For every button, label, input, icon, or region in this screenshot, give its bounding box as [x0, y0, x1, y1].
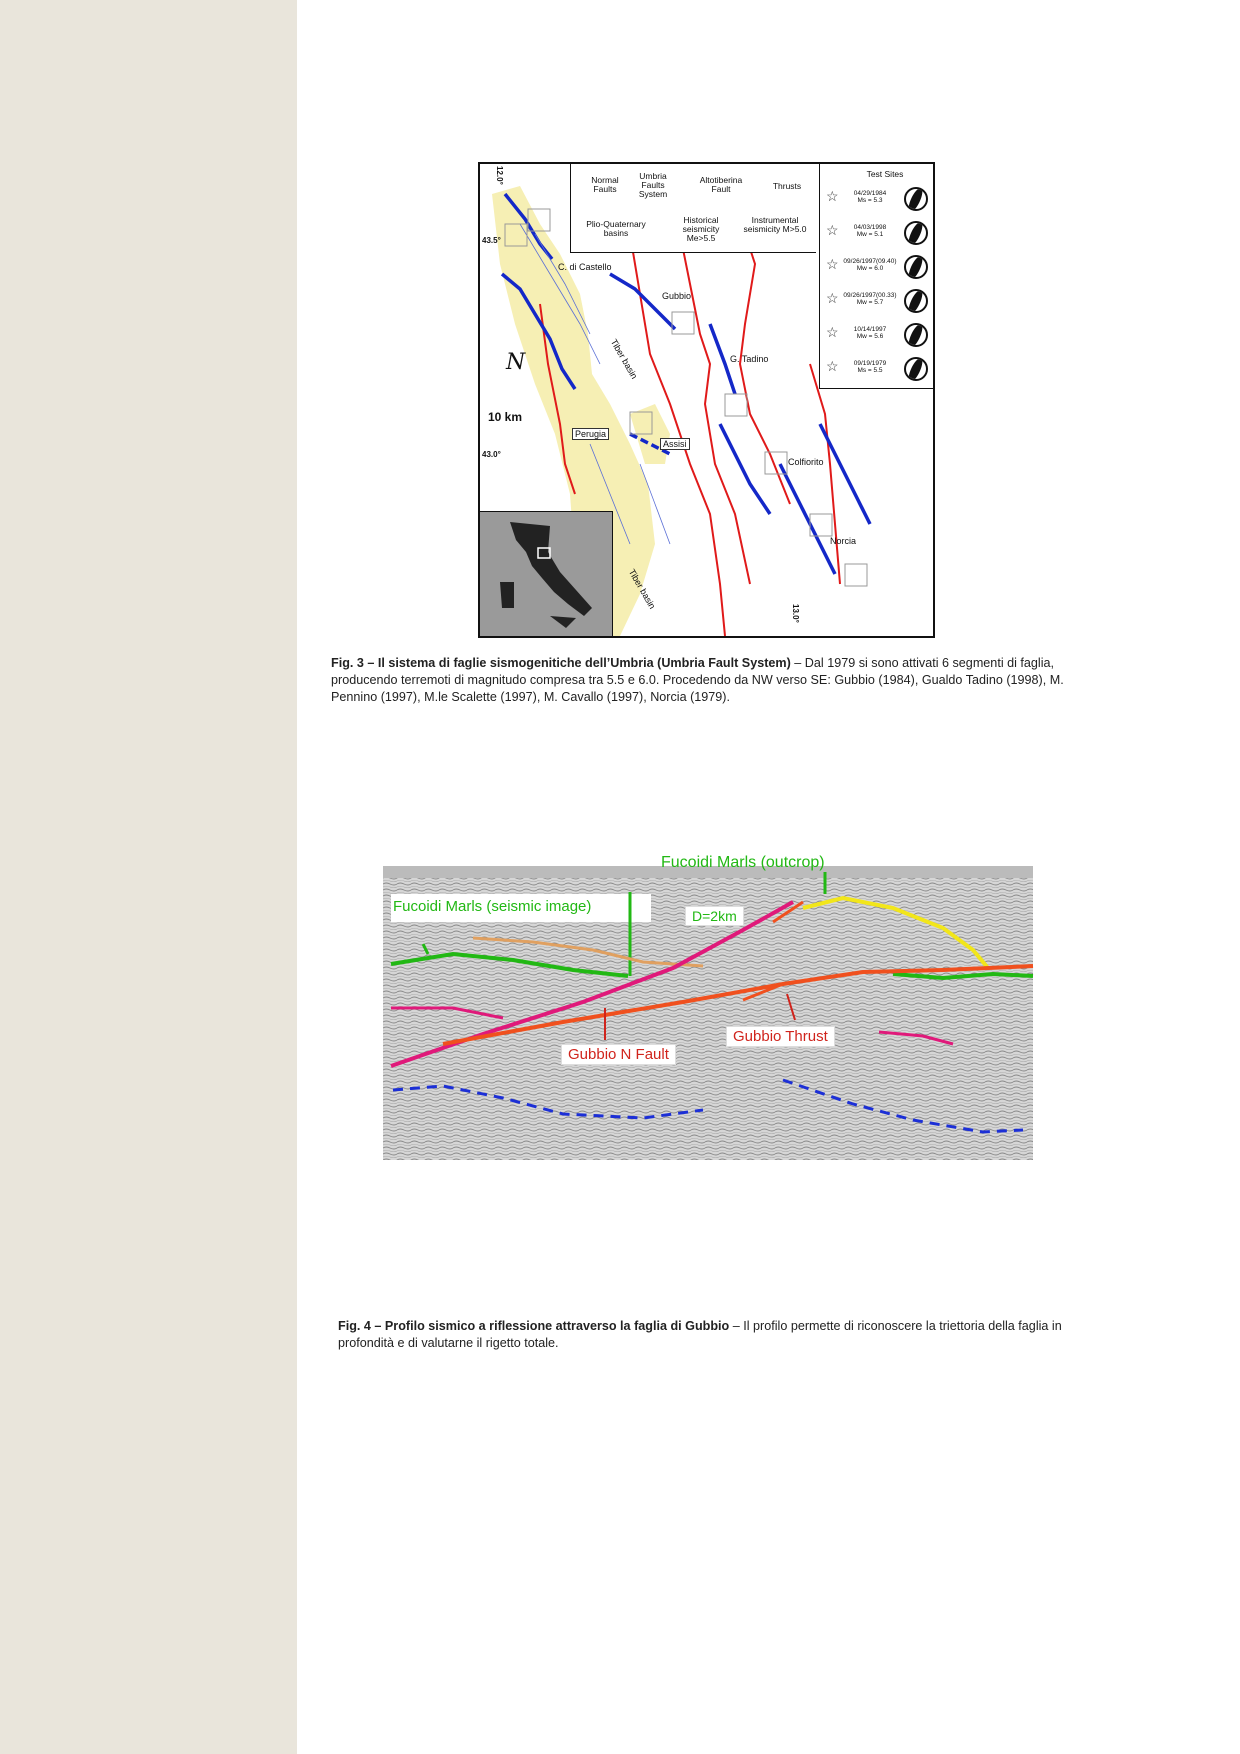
coord-lon-left: 12.0°: [495, 166, 504, 185]
figure-3-caption: [331, 655, 1071, 706]
focal-mechanism-icon: [904, 289, 928, 313]
legend-instrumental-seismicity: Instrumental seismicity M>5.0: [743, 215, 807, 234]
test-sites-panel: [819, 164, 933, 389]
star-icon: ☆: [826, 256, 839, 272]
star-icon: ☆: [826, 358, 839, 374]
test-sites-title: Test Sites: [866, 169, 904, 179]
umbria-fault-map: [478, 162, 935, 638]
focal-mechanism-icon: [904, 323, 928, 347]
north-arrow-icon: N: [506, 350, 526, 375]
label-colfiorito: Colfiorito: [788, 457, 824, 467]
legend-umbria-faults-system: Umbria Faults System: [638, 171, 668, 199]
legend-thrusts: Thrusts: [772, 181, 802, 191]
label-castello: C. di Castello: [558, 262, 612, 272]
label-tiber-basin-south: Tiber basin: [626, 567, 658, 611]
fucoidi-seismic-label: Fucoidi Marls (seismic image): [393, 898, 592, 915]
event-5: [820, 320, 933, 354]
depth-label: D=2km: [685, 906, 744, 926]
event-2-date: 04/03/1998 Mw = 5.1: [853, 224, 887, 238]
focal-mechanism-icon: [904, 255, 928, 279]
scale-bar-label: 10 km: [488, 410, 523, 424]
coord-lat-top: 43.5°: [482, 236, 501, 245]
event-3-date: 09/26/1997(09.40) Mw = 6.0: [843, 258, 897, 272]
event-1-date: 04/29/1984 Ms = 5.3: [853, 190, 887, 204]
italy-inset-map: [480, 511, 613, 636]
event-3: [820, 252, 933, 286]
event-4: [820, 286, 933, 320]
event-6: [820, 354, 933, 388]
focal-mechanism-icon: [904, 187, 928, 211]
star-icon: ☆: [826, 290, 839, 306]
figure-4-caption: [338, 1318, 1098, 1352]
italy-silhouette: [480, 512, 612, 636]
gubbio-thrust-label: Gubbio Thrust: [726, 1026, 835, 1047]
label-assisi: Assisi: [660, 438, 690, 450]
fucoidi-outcrop-label: Fucoidi Marls (outcrop): [661, 854, 825, 871]
label-norcia: Norcia: [830, 536, 857, 546]
seismic-profile: [383, 854, 1039, 1178]
star-icon: ☆: [826, 188, 839, 204]
star-icon: ☆: [826, 324, 839, 340]
focal-mechanism-icon: [904, 221, 928, 245]
event-6-date: 09/19/1979 Ms = 5.5: [853, 360, 887, 374]
event-2: [820, 218, 933, 252]
label-gubbio: Gubbio: [662, 291, 692, 301]
legend-altotiberina-fault: Altotiberina Fault: [699, 175, 743, 194]
figure-4-caption-text: – Il profilo permette di riconoscere la triettoria della faglia in profondità e di valutarne il rigetto totale.: [338, 1319, 1062, 1350]
legend-plio-quaternary-basins: Plio-Quaternary basins: [586, 219, 646, 238]
event-1: [820, 184, 933, 218]
coord-lat-bottom: 43.0°: [482, 450, 501, 459]
gubbio-n-fault-label: Gubbio N Fault: [561, 1044, 676, 1065]
label-perugia: Perugia: [572, 428, 609, 440]
event-4-date: 09/26/1997(00.33) Mw = 5.7: [843, 292, 897, 306]
figure-3-caption-text: – Dal 1979 si sono attivati 6 segmenti di faglia, producendo terremoti di magnitudo compresa tra 5.5 e 6.0. Procedendo da NW verso SE: Gubbio (1984), Gualdo Tadino (1998), M. Pennino (1997), M.le Scalette (1997), M. Cavallo (1997), Norcia (1979).: [331, 656, 1064, 704]
page-side-margin: [0, 0, 297, 1754]
figure-3-caption-bold: Fig. 3 – Il sistema di faglie sismogenitiche dell’Umbria (Umbria Fault System): [331, 656, 791, 670]
legend-historical-seismicity: Historical seismicity Me>5.5: [682, 215, 720, 243]
label-tiber-basin-north: Tiber basin: [608, 337, 640, 381]
map-legend: [570, 164, 816, 253]
event-5-date: 10/14/1997 Mw = 5.6: [853, 326, 887, 340]
label-tadino: G. Tadino: [730, 354, 769, 364]
focal-mechanism-icon: [904, 357, 928, 381]
coord-lon-right: 13.0°: [791, 604, 800, 623]
star-icon: ☆: [826, 222, 839, 238]
legend-normal-faults: Normal Faults: [591, 175, 619, 194]
figure-4-caption-bold: Fig. 4 – Profilo sismico a riflessione attraverso la faglia di Gubbio: [338, 1319, 730, 1333]
